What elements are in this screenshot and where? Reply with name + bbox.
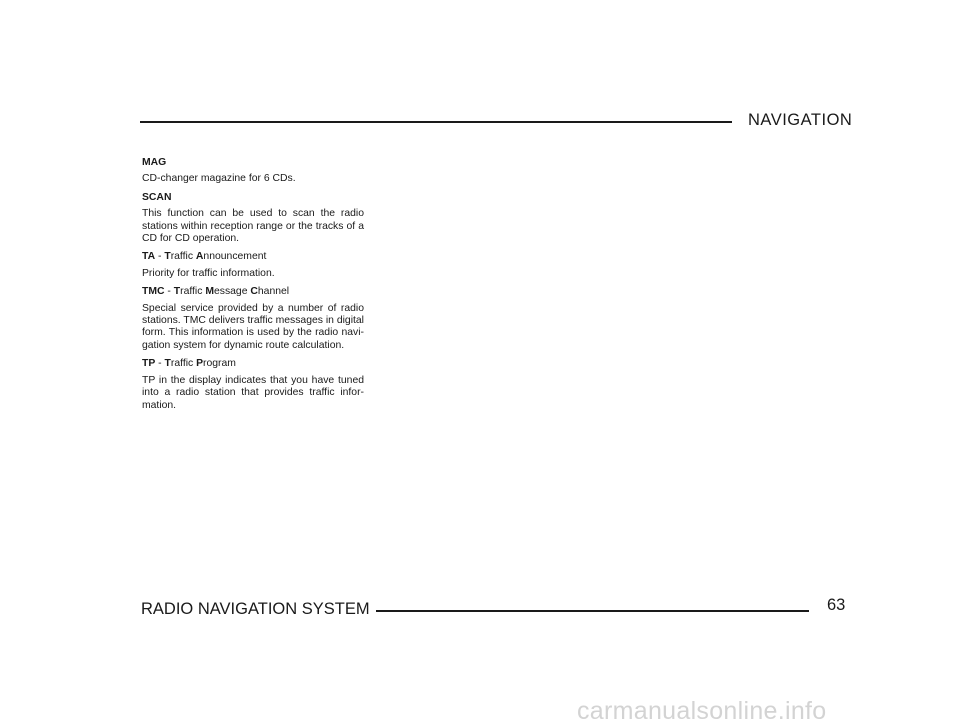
term-tp-abbrev: TP — [142, 358, 156, 370]
term-ta-separator: - — [155, 251, 165, 263]
expansion-initial: T — [164, 251, 171, 263]
term-tmc-separator: - — [164, 286, 174, 298]
watermark: carmanualsonline.info — [577, 697, 827, 725]
term-tmc — [142, 286, 364, 298]
expansion-initial: T — [164, 358, 171, 370]
expansion-initial: M — [205, 286, 214, 298]
term-tp-expansion — [165, 358, 236, 369]
term-ta — [142, 251, 364, 263]
expansion-rest: essage — [213, 286, 251, 298]
page-number: 63 — [827, 596, 846, 614]
term-ta-expansion — [164, 251, 266, 262]
definition-tmc: Special service provided by a number of radio stations. TMC delivers traffic messages in digital form. This information is used by the radio navi-gation system for dynamic route calculation. — [142, 302, 364, 351]
chapter-title: NAVIGATION — [748, 111, 853, 129]
term-ta-abbrev: TA — [142, 251, 156, 263]
term-scan: SCAN — [142, 191, 172, 203]
term-tp-separator: - — [155, 358, 165, 370]
term-mag: MAG — [142, 157, 167, 168]
expansion-initial: P — [196, 358, 204, 370]
term-tp — [142, 358, 364, 370]
expansion-rest: rogram — [203, 358, 236, 370]
expansion-rest: raffic — [170, 251, 196, 263]
expansion-rest: hannel — [257, 286, 290, 298]
glossary-content — [142, 157, 364, 412]
section-title: RADIO NAVIGATION SYSTEM — [141, 600, 370, 618]
term-tmc-abbrev: TMC — [142, 286, 165, 298]
expansion-rest: raffic — [170, 358, 197, 370]
term-tmc-expansion — [174, 286, 289, 297]
expansion-initial: T — [173, 286, 181, 298]
expansion-initial: C — [250, 286, 258, 298]
definition-scan: This function can be used to scan the radio stations within reception range or the tracks of a CD for CD operation. — [142, 208, 364, 245]
expansion-initial: A — [195, 251, 204, 263]
expansion-rest: raffic — [180, 286, 206, 298]
definition-ta: Priority for traffic information. — [142, 267, 275, 279]
expansion-rest: nnouncement — [203, 251, 267, 263]
header-rule — [140, 121, 732, 123]
definition-tp: TP in the display indicates that you have tuned into a radio station that provides traffic infor-mation. — [142, 374, 364, 411]
footer-rule — [376, 610, 809, 612]
definition-mag: CD-changer magazine for 6 CDs. — [142, 173, 296, 185]
